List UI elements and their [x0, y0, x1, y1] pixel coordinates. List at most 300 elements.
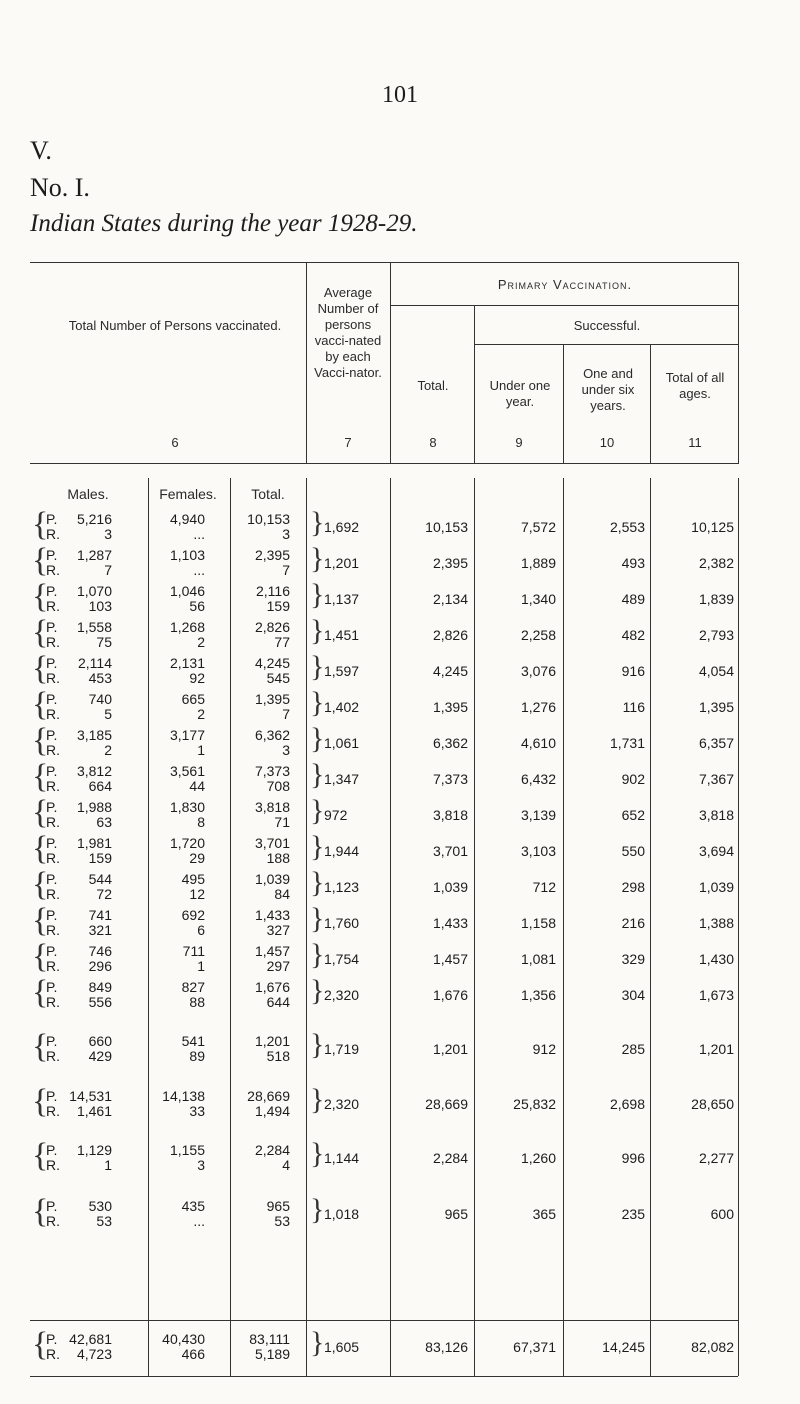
- primary-total: 4,245: [432, 663, 468, 679]
- total-revaccination: 53: [274, 1213, 290, 1229]
- successful-all-ages: 4,054: [698, 663, 734, 679]
- header-females: Females.: [159, 486, 217, 502]
- successful-one-to-six: 550: [621, 843, 645, 859]
- total-revaccination: 159: [266, 598, 290, 614]
- successful-one-to-six: 482: [621, 627, 645, 643]
- successful-all-ages: 2,793: [698, 627, 734, 643]
- body-rule-one-six: [563, 478, 564, 1376]
- successful-one-to-six: 116: [622, 699, 645, 715]
- average-per-vaccinator: 1,451: [324, 627, 360, 643]
- primary-label: P.: [46, 547, 58, 563]
- header-primary-vaccination: Primary Vaccination.: [497, 277, 633, 292]
- revaccination-label: R.: [46, 1103, 60, 1119]
- average-per-vaccinator: 2,320: [324, 987, 360, 1003]
- successful-all-ages: 10,125: [691, 519, 734, 535]
- average-brace: }: [310, 830, 325, 863]
- males-primary: 1,070: [76, 583, 112, 599]
- average-per-vaccinator: 1,137: [324, 591, 360, 607]
- col-number-10: 10: [599, 435, 615, 450]
- col-number-9: 9: [515, 435, 523, 450]
- revaccination-label: R.: [46, 1157, 60, 1173]
- males-revaccination: 556: [88, 994, 112, 1010]
- primary-label: P.: [46, 943, 58, 959]
- successful-under-one: 2,258: [520, 627, 556, 643]
- primary-total: 28,669: [425, 1096, 468, 1112]
- successful-all-ages: 1,388: [698, 915, 734, 931]
- females-primary: 541: [181, 1033, 205, 1049]
- successful-all-ages: 1,839: [698, 591, 734, 607]
- males-primary: 3,812: [76, 763, 112, 779]
- average-per-vaccinator: 1,605: [324, 1339, 360, 1355]
- primary-label: P.: [46, 835, 58, 851]
- revaccination-label: R.: [46, 598, 60, 614]
- total-primary: 2,116: [256, 583, 290, 599]
- row-brace: {: [32, 686, 49, 723]
- females-primary: 1,046: [169, 583, 205, 599]
- successful-under-one: 1,340: [520, 591, 556, 607]
- revaccination-label: R.: [46, 562, 60, 578]
- successful-all-ages: 2,382: [698, 555, 734, 571]
- males-primary: 740: [88, 691, 112, 707]
- females-revaccination: 29: [189, 850, 205, 866]
- successful-one-to-six: 902: [621, 771, 645, 787]
- row-brace: {: [32, 974, 49, 1011]
- successful-under-one: 1,081: [520, 951, 556, 967]
- row-brace: {: [32, 542, 49, 579]
- row-brace: {: [32, 1083, 49, 1120]
- total-revaccination: 7: [282, 706, 290, 722]
- females-revaccination: 466: [181, 1346, 205, 1362]
- total-primary: 1,039: [254, 871, 290, 887]
- successful-one-to-six: 652: [621, 807, 645, 823]
- successful-one-to-six: 489: [621, 591, 645, 607]
- primary-total: 2,284: [432, 1150, 468, 1166]
- females-primary: 435: [181, 1198, 205, 1214]
- section-number: V.: [30, 136, 52, 165]
- primary-label: P.: [46, 1198, 58, 1214]
- header-successful: Successful.: [573, 318, 641, 333]
- average-per-vaccinator: 1,123: [324, 879, 360, 895]
- header-average: Average Number of persons vacci-nated by each Vacci-nator.: [314, 285, 382, 380]
- body-rule-total-all: [650, 478, 651, 1376]
- successful-under-one: 365: [532, 1206, 556, 1222]
- successful-one-to-six: 216: [621, 915, 645, 931]
- males-revaccination: 72: [96, 886, 112, 902]
- primary-label: P.: [46, 727, 58, 743]
- successful-under-one: 7,572: [520, 519, 556, 535]
- primary-label: P.: [46, 979, 58, 995]
- total-primary: 4,245: [254, 655, 290, 671]
- females-primary: 711: [182, 943, 205, 959]
- row-brace: {: [32, 1326, 49, 1363]
- header-subtotal: Total.: [251, 486, 285, 502]
- males-primary: 660: [88, 1033, 112, 1049]
- females-revaccination: ...: [193, 1213, 205, 1229]
- average-per-vaccinator: 1,201: [324, 555, 360, 571]
- row-brace: {: [32, 1193, 49, 1230]
- row-brace: {: [32, 938, 49, 975]
- males-revaccination: 53: [96, 1213, 112, 1229]
- successful-under-one: 912: [532, 1041, 556, 1057]
- males-revaccination: 4,723: [76, 1346, 112, 1362]
- females-revaccination: 12: [189, 886, 205, 902]
- average-brace: }: [310, 974, 325, 1007]
- total-primary: 2,395: [254, 547, 290, 563]
- total-primary: 1,201: [254, 1033, 290, 1049]
- successful-all-ages: 7,367: [698, 771, 734, 787]
- average-brace: }: [310, 614, 325, 647]
- females-primary: 1,268: [169, 619, 205, 635]
- males-primary: 1,558: [76, 619, 112, 635]
- average-brace: }: [310, 794, 325, 827]
- average-per-vaccinator: 1,597: [324, 663, 360, 679]
- successful-one-to-six: 2,698: [609, 1096, 645, 1112]
- males-revaccination: 2: [104, 742, 112, 758]
- header-right-rule: [738, 262, 739, 464]
- successful-all-ages: 1,201: [698, 1041, 734, 1057]
- total-bottom-rule: [30, 1376, 738, 1377]
- average-brace: }: [310, 1028, 325, 1061]
- total-primary: 28,669: [247, 1088, 290, 1104]
- average-per-vaccinator: 1,692: [324, 519, 360, 535]
- header-bottom-rule: [30, 463, 738, 464]
- primary-total: 10,153: [425, 519, 468, 535]
- females-primary: 14,138: [162, 1088, 205, 1104]
- row-brace: {: [32, 578, 49, 615]
- females-revaccination: 3: [197, 1157, 205, 1173]
- successful-under-one: 3,076: [520, 663, 556, 679]
- total-primary: 2,826: [254, 619, 290, 635]
- successful-one-to-six: 329: [621, 951, 645, 967]
- header-top-rule: [30, 262, 738, 263]
- primary-total: 1,676: [432, 987, 468, 1003]
- table-number: No. I.: [30, 173, 90, 202]
- females-revaccination: 2: [197, 634, 205, 650]
- header-total-all: Total of all ages.: [665, 370, 725, 401]
- successful-all-ages: 2,277: [698, 1150, 734, 1166]
- total-revaccination: 3: [282, 526, 290, 542]
- successful-under-one: 6,432: [520, 771, 556, 787]
- header-total-persons: Total Number of Persons vaccinated.: [68, 318, 282, 333]
- females-primary: 692: [181, 907, 205, 923]
- primary-total: 1,433: [432, 915, 468, 931]
- females-primary: 827: [181, 979, 205, 995]
- average-per-vaccinator: 1,944: [324, 843, 360, 859]
- successful-one-to-six: 2,553: [609, 519, 645, 535]
- males-primary: 849: [88, 979, 112, 995]
- header-under-one: Under one year.: [489, 378, 551, 409]
- total-revaccination: 4: [282, 1157, 290, 1173]
- average-per-vaccinator: 2,320: [324, 1096, 360, 1112]
- primary-label: P.: [46, 799, 58, 815]
- males-revaccination: 296: [88, 958, 112, 974]
- successful-all-ages: 6,357: [698, 735, 734, 751]
- males-primary: 2,114: [78, 655, 112, 671]
- average-brace: }: [310, 506, 325, 539]
- revaccination-label: R.: [46, 1048, 60, 1064]
- males-revaccination: 664: [88, 778, 112, 794]
- successful-one-to-six: 235: [621, 1206, 645, 1222]
- revaccination-label: R.: [46, 526, 60, 542]
- col-number-8: 8: [429, 435, 437, 450]
- males-revaccination: 1: [104, 1157, 112, 1173]
- primary-total: 6,362: [432, 735, 468, 751]
- header-divider-1: [306, 262, 307, 464]
- average-brace: }: [310, 650, 325, 683]
- total-revaccination: 188: [266, 850, 290, 866]
- males-primary: 544: [88, 871, 112, 887]
- primary-total: 3,701: [432, 843, 468, 859]
- revaccination-label: R.: [46, 1213, 60, 1229]
- males-revaccination: 1,461: [76, 1103, 112, 1119]
- revaccination-label: R.: [46, 886, 60, 902]
- primary-total: 7,373: [432, 771, 468, 787]
- successful-all-ages: 3,694: [698, 843, 734, 859]
- females-revaccination: ...: [193, 562, 205, 578]
- successful-one-to-six: 493: [621, 555, 645, 571]
- average-brace: }: [310, 1083, 325, 1116]
- primary-label: P.: [46, 871, 58, 887]
- primary-total: 1,457: [432, 951, 468, 967]
- successful-under-one: 3,103: [520, 843, 556, 859]
- successful-under-one: 1,356: [520, 987, 556, 1003]
- females-revaccination: 56: [189, 598, 205, 614]
- total-primary: 83,111: [249, 1331, 290, 1347]
- successful-all-ages: 1,673: [698, 987, 734, 1003]
- primary-total: 2,134: [432, 591, 468, 607]
- total-primary: 7,373: [254, 763, 290, 779]
- header-divider-3: [474, 305, 475, 464]
- body-rule-under-one: [474, 478, 475, 1376]
- total-primary: 1,433: [254, 907, 290, 923]
- males-revaccination: 453: [88, 670, 112, 686]
- males-primary: 746: [88, 943, 112, 959]
- primary-total: 2,826: [432, 627, 468, 643]
- females-revaccination: 8: [197, 814, 205, 830]
- females-primary: 1,830: [169, 799, 205, 815]
- successful-all-ages: 28,650: [691, 1096, 734, 1112]
- total-primary: 10,153: [247, 511, 290, 527]
- header-divider-5: [650, 344, 651, 464]
- average-per-vaccinator: 1,144: [324, 1150, 360, 1166]
- males-revaccination: 159: [88, 850, 112, 866]
- average-per-vaccinator: 1,347: [324, 771, 360, 787]
- total-revaccination: 7: [282, 562, 290, 578]
- males-revaccination: 3: [104, 526, 112, 542]
- primary-total: 965: [444, 1206, 468, 1222]
- col-number-7: 7: [344, 435, 352, 450]
- revaccination-label: R.: [46, 994, 60, 1010]
- successful-under-one: 1,889: [520, 555, 556, 571]
- total-revaccination: 1,494: [254, 1103, 290, 1119]
- average-brace: }: [310, 938, 325, 971]
- males-primary: 530: [88, 1198, 112, 1214]
- total-revaccination: 545: [266, 670, 290, 686]
- row-brace: {: [32, 722, 49, 759]
- primary-label: P.: [46, 763, 58, 779]
- table-title: Indian States during the year 1928-29.: [30, 210, 418, 237]
- successful-one-to-six: 304: [621, 987, 645, 1003]
- average-brace: }: [310, 686, 325, 719]
- total-primary: 3,701: [254, 835, 290, 851]
- total-primary: 1,395: [254, 691, 290, 707]
- males-primary: 1,129: [76, 1142, 112, 1158]
- females-primary: 40,430: [162, 1331, 205, 1347]
- average-per-vaccinator: 1,760: [324, 915, 360, 931]
- females-revaccination: 1: [197, 742, 205, 758]
- revaccination-label: R.: [46, 778, 60, 794]
- primary-total: 83,126: [425, 1339, 468, 1355]
- row-brace: {: [32, 830, 49, 867]
- total-primary: 965: [266, 1198, 290, 1214]
- average-per-vaccinator: 972: [324, 807, 348, 823]
- total-revaccination: 71: [274, 814, 290, 830]
- males-primary: 42,681: [69, 1331, 112, 1347]
- primary-label: P.: [46, 1088, 58, 1104]
- successful-all-ages: 1,395: [698, 699, 734, 715]
- average-brace: }: [310, 1326, 325, 1359]
- successful-one-to-six: 916: [621, 663, 645, 679]
- total-primary: 1,676: [254, 979, 290, 995]
- revaccination-label: R.: [46, 958, 60, 974]
- total-revaccination: 327: [266, 922, 290, 938]
- males-primary: 5,216: [76, 511, 112, 527]
- successful-under-one: 4,610: [520, 735, 556, 751]
- females-revaccination: 89: [189, 1048, 205, 1064]
- average-brace: }: [310, 578, 325, 611]
- successful-one-to-six: 996: [621, 1150, 645, 1166]
- males-primary: 1,981: [76, 835, 112, 851]
- average-brace: }: [310, 758, 325, 791]
- primary-label: P.: [46, 691, 58, 707]
- successful-all-ages: 1,430: [698, 951, 734, 967]
- males-revaccination: 429: [88, 1048, 112, 1064]
- successful-one-to-six: 14,245: [602, 1339, 645, 1355]
- successful-under-one: 1,276: [520, 699, 556, 715]
- average-per-vaccinator: 1,018: [324, 1206, 360, 1222]
- total-revaccination: 77: [274, 634, 290, 650]
- row-brace: {: [32, 794, 49, 831]
- primary-total: 2,395: [432, 555, 468, 571]
- page-number: 101: [382, 82, 418, 108]
- row-brace: {: [32, 866, 49, 903]
- average-per-vaccinator: 1,402: [324, 699, 360, 715]
- females-revaccination: 33: [189, 1103, 205, 1119]
- successful-under-one: 3,139: [520, 807, 556, 823]
- females-revaccination: 92: [189, 670, 205, 686]
- row-brace: {: [32, 902, 49, 939]
- primary-label: P.: [46, 583, 58, 599]
- males-primary: 14,531: [69, 1088, 112, 1104]
- females-primary: 1,720: [169, 835, 205, 851]
- body-rule-average: [306, 478, 307, 1376]
- males-primary: 741: [88, 907, 112, 923]
- primary-label: P.: [46, 1033, 58, 1049]
- header-divider-2: [390, 262, 391, 464]
- average-brace: }: [310, 1137, 325, 1170]
- row-brace: {: [32, 650, 49, 687]
- females-revaccination: 88: [189, 994, 205, 1010]
- body-rule-primary: [390, 478, 391, 1376]
- col-number-11: 11: [688, 435, 702, 450]
- col-number-6: 6: [171, 435, 179, 450]
- females-revaccination: 2: [197, 706, 205, 722]
- successful-under-one: 25,832: [513, 1096, 556, 1112]
- primary-total: 1,201: [432, 1041, 468, 1057]
- successful-all-ages: 600: [710, 1206, 734, 1222]
- revaccination-label: R.: [46, 814, 60, 830]
- average-per-vaccinator: 1,061: [324, 735, 360, 751]
- females-primary: 495: [181, 871, 205, 887]
- primary-label: P.: [46, 655, 58, 671]
- primary-label: P.: [46, 619, 58, 635]
- males-primary: 1,287: [76, 547, 112, 563]
- females-revaccination: 6: [197, 922, 205, 938]
- males-revaccination: 5: [104, 706, 112, 722]
- primary-total: 1,039: [432, 879, 468, 895]
- revaccination-label: R.: [46, 670, 60, 686]
- total-revaccination: 644: [266, 994, 290, 1010]
- average-brace: }: [310, 902, 325, 935]
- successful-all-ages: 1,039: [698, 879, 734, 895]
- successful-one-to-six: 285: [621, 1041, 645, 1057]
- primary-label: P.: [46, 1331, 58, 1347]
- total-primary: 3,818: [254, 799, 290, 815]
- total-revaccination: 518: [266, 1048, 290, 1064]
- successful-under-one: 712: [532, 879, 556, 895]
- row-brace: {: [32, 758, 49, 795]
- primary-label: P.: [46, 1142, 58, 1158]
- average-per-vaccinator: 1,754: [324, 951, 360, 967]
- revaccination-label: R.: [46, 850, 60, 866]
- successful-under-one: 1,158: [520, 915, 556, 931]
- females-primary: 4,940: [169, 511, 205, 527]
- successful-one-to-six: 1,731: [609, 735, 645, 751]
- total-revaccination: 297: [266, 958, 290, 974]
- primary-rule: [390, 305, 738, 306]
- males-revaccination: 7: [104, 562, 112, 578]
- header-males: Males.: [67, 486, 109, 502]
- row-brace: {: [32, 1028, 49, 1065]
- successful-all-ages: 82,082: [691, 1339, 734, 1355]
- females-revaccination: 44: [189, 778, 205, 794]
- males-revaccination: 321: [88, 922, 112, 938]
- females-revaccination: ...: [193, 526, 205, 542]
- revaccination-label: R.: [46, 1346, 60, 1362]
- total-revaccination: 84: [274, 886, 290, 902]
- average-brace: }: [310, 866, 325, 899]
- header-total: Total.: [417, 378, 449, 393]
- revaccination-label: R.: [46, 706, 60, 722]
- primary-label: P.: [46, 907, 58, 923]
- males-revaccination: 75: [96, 634, 112, 650]
- males-primary: 3,185: [76, 727, 112, 743]
- total-top-rule: [30, 1320, 738, 1321]
- total-primary: 2,284: [254, 1142, 290, 1158]
- total-primary: 1,457: [254, 943, 290, 959]
- males-primary: 1,988: [76, 799, 112, 815]
- females-primary: 1,155: [169, 1142, 205, 1158]
- successful-under-one: 1,260: [520, 1150, 556, 1166]
- successful-under-one: 67,371: [513, 1339, 556, 1355]
- primary-label: P.: [46, 511, 58, 527]
- average-brace: }: [310, 1193, 325, 1226]
- total-revaccination: 5,189: [254, 1346, 290, 1362]
- males-revaccination: 103: [88, 598, 112, 614]
- females-primary: 3,177: [169, 727, 205, 743]
- successful-rule: [474, 344, 738, 345]
- primary-total: 3,818: [432, 807, 468, 823]
